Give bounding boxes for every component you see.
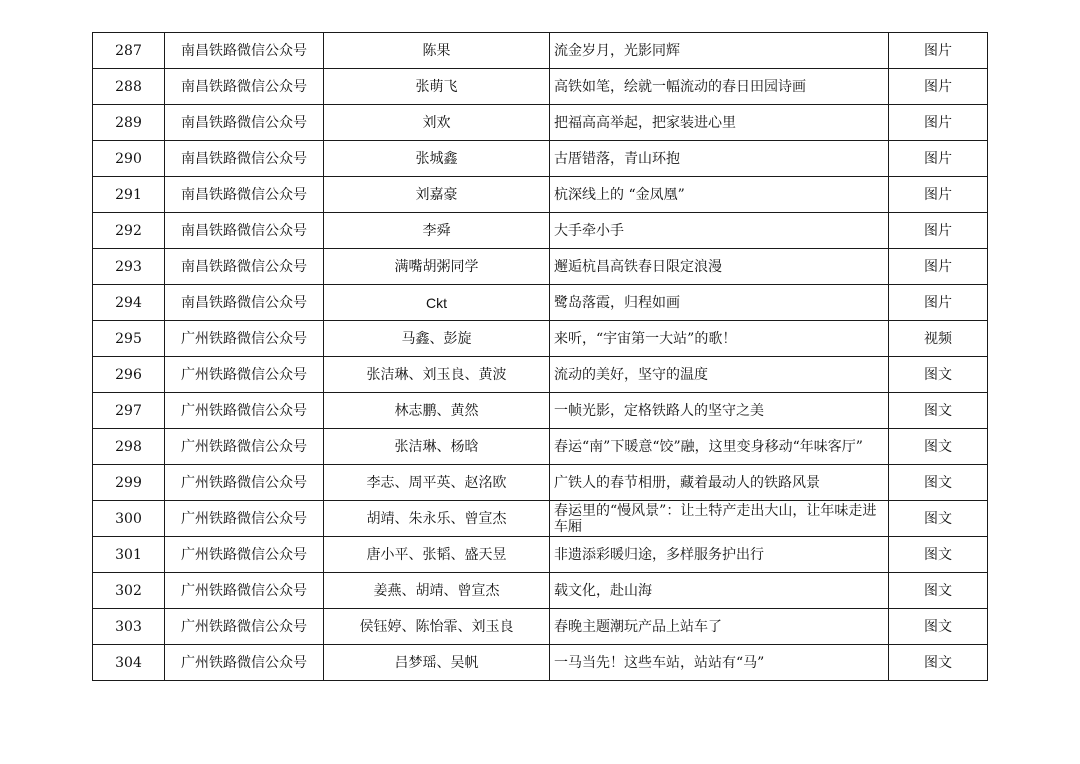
author-cell: 李志、周平英、赵洺欧 — [324, 465, 550, 501]
type-cell: 视频 — [889, 321, 988, 357]
row-number-cell: 302 — [93, 573, 165, 609]
title-cell: 邂逅杭昌高铁春日限定浪漫 — [550, 249, 889, 285]
author-cell: 马鑫、彭旋 — [324, 321, 550, 357]
table-row — [93, 501, 988, 537]
row-number-cell: 288 — [93, 69, 165, 105]
type-cell: 图片 — [889, 69, 988, 105]
source-cell: 南昌铁路微信公众号 — [165, 33, 324, 69]
table-row — [93, 213, 988, 249]
row-number-cell: 304 — [93, 645, 165, 681]
type-cell: 图文 — [889, 465, 988, 501]
row-number-cell: 303 — [93, 609, 165, 645]
type-cell: 图文 — [889, 537, 988, 573]
type-cell: 图文 — [889, 501, 988, 537]
source-cell: 南昌铁路微信公众号 — [165, 249, 324, 285]
source-cell: 广州铁路微信公众号 — [165, 321, 324, 357]
table-row — [93, 285, 988, 321]
row-number-cell: 293 — [93, 249, 165, 285]
table-row — [93, 465, 988, 501]
table-row — [93, 141, 988, 177]
author-cell: 吕梦瑶、吴帆 — [324, 645, 550, 681]
table-row — [93, 33, 988, 69]
title-cell: 广铁人的春节相册，藏着最动人的铁路风景 — [550, 465, 889, 501]
table-row — [93, 429, 988, 465]
source-cell: 广州铁路微信公众号 — [165, 573, 324, 609]
author-cell: 陈果 — [324, 33, 550, 69]
row-number-cell: 296 — [93, 357, 165, 393]
row-number-cell: 300 — [93, 501, 165, 537]
title-cell: 来听，“宇宙第一大站”的歌！ — [550, 321, 889, 357]
author-cell: 张洁琳、杨晗 — [324, 429, 550, 465]
title-cell: 春运里的“慢风景”：让土特产走出大山，让年味走进车厢 — [550, 501, 889, 537]
author-cell: 胡靖、朱永乐、曾宣杰 — [324, 501, 550, 537]
type-cell: 图片 — [889, 177, 988, 213]
row-number-cell: 290 — [93, 141, 165, 177]
table-row — [93, 177, 988, 213]
type-cell: 图文 — [889, 573, 988, 609]
row-number-cell: 299 — [93, 465, 165, 501]
title-cell: 春晚主题潮玩产品上站车了 — [550, 609, 889, 645]
row-number-cell: 295 — [93, 321, 165, 357]
author-cell: 刘欢 — [324, 105, 550, 141]
source-cell: 南昌铁路微信公众号 — [165, 285, 324, 321]
row-number-cell: 298 — [93, 429, 165, 465]
author-cell: 张洁琳、刘玉良、黄波 — [324, 357, 550, 393]
author-cell: 刘嘉豪 — [324, 177, 550, 213]
type-cell: 图文 — [889, 645, 988, 681]
type-cell: 图文 — [889, 429, 988, 465]
source-cell: 南昌铁路微信公众号 — [165, 141, 324, 177]
row-number-cell: 294 — [93, 285, 165, 321]
row-number-cell: 297 — [93, 393, 165, 429]
source-cell: 广州铁路微信公众号 — [165, 501, 324, 537]
source-cell: 广州铁路微信公众号 — [165, 465, 324, 501]
author-cell: 李舜 — [324, 213, 550, 249]
author-cell: Ckt — [324, 285, 550, 321]
source-cell: 南昌铁路微信公众号 — [165, 105, 324, 141]
table-row — [93, 105, 988, 141]
table-row — [93, 69, 988, 105]
title-cell: 大手牵小手 — [550, 213, 889, 249]
table-row — [93, 393, 988, 429]
source-cell: 南昌铁路微信公众号 — [165, 177, 324, 213]
author-cell: 侯钰婷、陈怡霏、刘玉良 — [324, 609, 550, 645]
table-row — [93, 573, 988, 609]
title-cell: 一帧光影，定格铁路人的坚守之美 — [550, 393, 889, 429]
type-cell: 图片 — [889, 213, 988, 249]
type-cell: 图文 — [889, 357, 988, 393]
title-cell: 杭深线上的 “金凤凰” — [550, 177, 889, 213]
table-row — [93, 537, 988, 573]
table-body — [93, 33, 988, 681]
entries-table — [92, 32, 988, 681]
source-cell: 广州铁路微信公众号 — [165, 357, 324, 393]
title-cell: 非遗添彩暖归途，多样服务护出行 — [550, 537, 889, 573]
table-row — [93, 357, 988, 393]
source-cell: 南昌铁路微信公众号 — [165, 213, 324, 249]
row-number-cell: 287 — [93, 33, 165, 69]
title-cell: 鹭岛落霞，归程如画 — [550, 285, 889, 321]
author-cell: 姜燕、胡靖、曾宣杰 — [324, 573, 550, 609]
row-number-cell: 289 — [93, 105, 165, 141]
title-cell: 一马当先！这些车站，站站有“马” — [550, 645, 889, 681]
title-cell: 古厝错落，青山环抱 — [550, 141, 889, 177]
author-cell: 张城鑫 — [324, 141, 550, 177]
table-row — [93, 249, 988, 285]
table-row — [93, 645, 988, 681]
source-cell: 广州铁路微信公众号 — [165, 393, 324, 429]
table-row — [93, 321, 988, 357]
table-row — [93, 609, 988, 645]
source-cell: 广州铁路微信公众号 — [165, 429, 324, 465]
author-cell: 林志鹏、黄然 — [324, 393, 550, 429]
source-cell: 广州铁路微信公众号 — [165, 609, 324, 645]
title-cell: 载文化，赴山海 — [550, 573, 889, 609]
type-cell: 图片 — [889, 105, 988, 141]
title-cell: 流动的美好，坚守的温度 — [550, 357, 889, 393]
author-cell: 唐小平、张韬、盛天昱 — [324, 537, 550, 573]
type-cell: 图片 — [889, 249, 988, 285]
type-cell: 图片 — [889, 285, 988, 321]
source-cell: 广州铁路微信公众号 — [165, 645, 324, 681]
title-cell: 流金岁月，光影同辉 — [550, 33, 889, 69]
source-cell: 广州铁路微信公众号 — [165, 537, 324, 573]
title-cell: 春运“南”下暖意“饺”融，这里变身移动“年味客厅” — [550, 429, 889, 465]
row-number-cell: 292 — [93, 213, 165, 249]
source-cell: 南昌铁路微信公众号 — [165, 69, 324, 105]
title-cell: 把福高高举起，把家装进心里 — [550, 105, 889, 141]
row-number-cell: 291 — [93, 177, 165, 213]
type-cell: 图文 — [889, 609, 988, 645]
author-cell: 满嘴胡粥同学 — [324, 249, 550, 285]
row-number-cell: 301 — [93, 537, 165, 573]
author-cell: 张萌飞 — [324, 69, 550, 105]
title-cell: 高铁如笔，绘就一幅流动的春日田园诗画 — [550, 69, 889, 105]
type-cell: 图片 — [889, 141, 988, 177]
type-cell: 图文 — [889, 393, 988, 429]
type-cell: 图片 — [889, 33, 988, 69]
